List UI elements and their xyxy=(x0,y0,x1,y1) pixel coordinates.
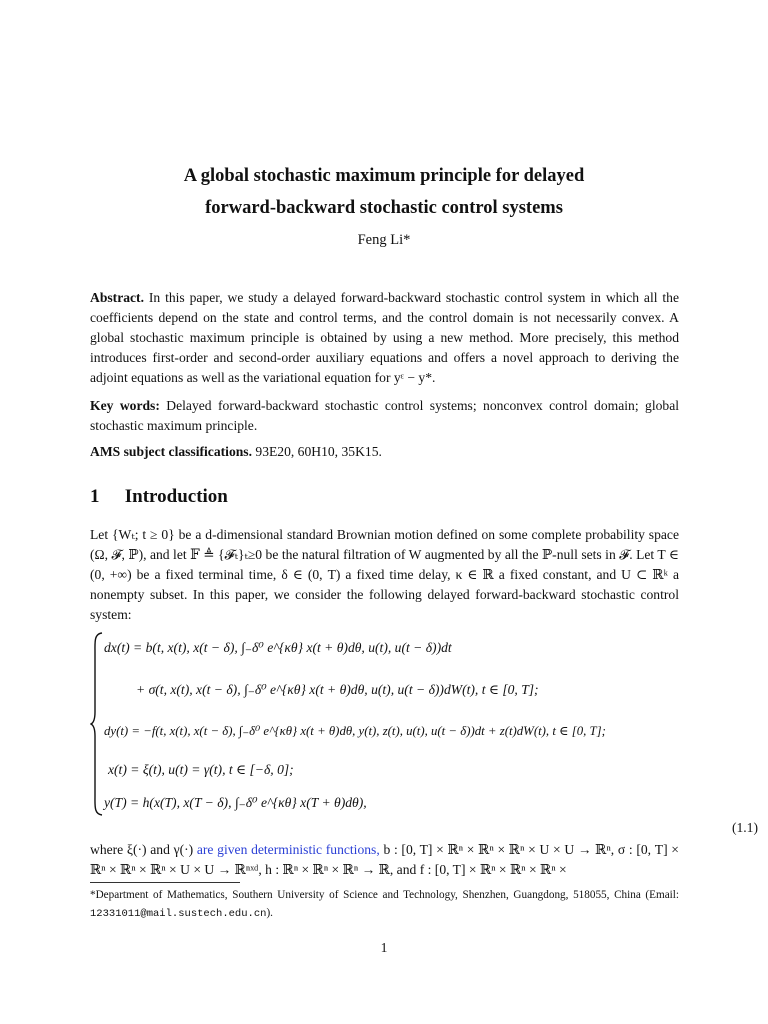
after-equation-paragraph xyxy=(90,840,679,880)
equation-number: (1.1) xyxy=(731,820,758,835)
abstract xyxy=(90,288,679,388)
intro-paragraph: Let {Wₜ; t ≥ 0} be a d-dimensional standard Brownian motion defined on some complete probability space (Ω, 𝓕, ℙ), and let 𝔽 ≜ {𝓕ₜ}ₜ≥0 be the natural filtration of W augmented by all the ℙ-null sets in 𝓕. Let T ∈ (0, +∞) be a fixed terminal time, δ ∈ (0, T) a fixed time delay, κ ∈ ℝ a fixed constant, and U ⊂ ℝᵏ a nonempty subset. In this paper, we consider the following delayed forward-backward stochastic control system: xyxy=(90,527,679,622)
equation-line-1: dx(t) = b(t, x(t), x(t − δ), ∫₋δ⁰ e^{κθ} x(t + θ)dθ, u(t), u(t − δ))dt xyxy=(104,640,452,655)
title-line-2: forward-backward stochastic control systems xyxy=(205,198,563,218)
footnote-close: ). xyxy=(266,907,273,919)
equation-line-4: x(t) = ξ(t), u(t) = γ(t), t ∈ [−δ, 0]; xyxy=(108,762,294,777)
author-name: Feng Li* xyxy=(357,232,411,248)
after-eq-rest-2: σ : [0, T] × ℝⁿ × ℝⁿ × ℝⁿ × U × U → ℝⁿˣᵈ, h : ℝⁿ × ℝⁿ × ℝⁿ → ℝ, and f : [0, T] × ℝⁿ × ℝⁿ × ℝⁿ × xyxy=(90,842,679,877)
footnote xyxy=(90,886,679,923)
equation-line-3: dy(t) = −f(t, x(t), x(t − δ), ∫₋δ⁰ e^{κθ} x(t + θ)dθ, y(t), z(t), u(t), u(t − δ))dt + z(t)dW(t), t ∈ [0, T]; xyxy=(104,724,606,738)
ams-label: AMS subject classifications. xyxy=(90,444,252,459)
equation-system xyxy=(90,632,690,820)
section-number: 1 xyxy=(90,486,100,507)
keywords-label: Key words: xyxy=(90,398,160,413)
keywords xyxy=(90,396,679,436)
title-line-1: A global stochastic maximum principle for delayed xyxy=(183,166,585,186)
keywords-text: Delayed forward-backward stochastic control systems; nonconvex control domain; global stochastic maximum principle. xyxy=(90,398,680,433)
deterministic-functions-link[interactable]: are given deterministic functions, xyxy=(196,842,380,857)
ams-text: 93E20, 60H10, 35K15. xyxy=(255,444,382,459)
section-heading xyxy=(90,486,228,508)
ams-classifications xyxy=(90,442,679,462)
author-email[interactable]: 12331011@mail.sustech.edu.cn xyxy=(90,908,267,920)
equation-line-5: y(T) = h(x(T), x(T − δ), ∫₋δ⁰ e^{κθ} x(T + θ)dθ), xyxy=(104,795,367,810)
left-brace xyxy=(90,632,104,816)
abstract-text: In this paper, we study a delayed forward-backward stochastic control system in which all the coefficients depend on the state and control terms, and the control domain is not necessarily convex. A global stochastic maximum principle is obtained by using a new method. More precisely, this method introduces first-order and second-order auxiliary equations and offers a novel approach to deriving the adjoint equations as well as the variational equation for yᵋ − y*. xyxy=(90,290,679,385)
abstract-label: Abstract. xyxy=(90,290,144,305)
paper-title xyxy=(0,160,768,224)
after-eq-rest-1: b : [0, T] × ℝⁿ × ℝⁿ × ℝⁿ × U × U → ℝⁿ, xyxy=(383,842,615,857)
footnote-text: *Department of Mathematics, Southern University of Science and Technology, Shenzhen, Guangdong, 518055, China (Email: xyxy=(90,889,679,901)
footnote-divider xyxy=(90,882,240,883)
equation-line-2: + σ(t, x(t), x(t − δ), ∫₋δ⁰ e^{κθ} x(t + θ)dθ, u(t), u(t − δ))dW(t), t ∈ [0, T]; xyxy=(136,682,539,697)
page-number: 1 xyxy=(380,940,388,955)
after-eq-where: where ξ(·) and γ(·) xyxy=(90,842,194,857)
section-title: Introduction xyxy=(124,486,228,507)
